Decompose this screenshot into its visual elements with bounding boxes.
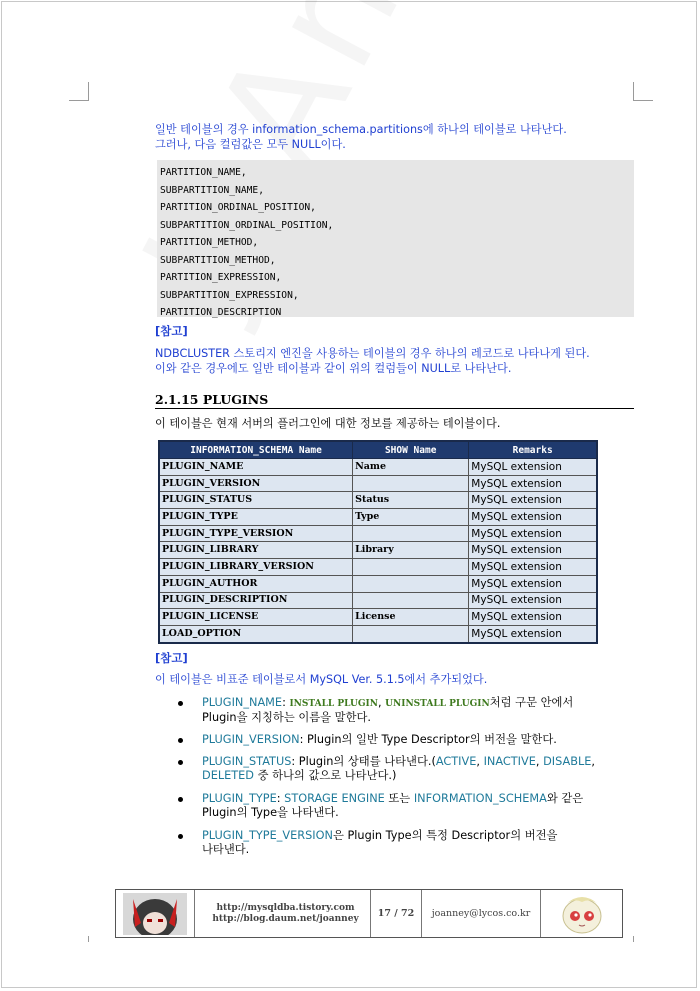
crop-mark-top-right-v	[633, 82, 634, 101]
footer-url-2[interactable]: http://blog.daum.net/joanney	[212, 913, 359, 924]
code-line: PARTITION_NAME,	[160, 167, 247, 178]
table-row	[159, 509, 597, 526]
list-item	[176, 755, 636, 783]
table-cell: PLUGIN_TYPE	[159, 509, 353, 526]
table-cell: MySQL extension	[469, 592, 597, 609]
table-cell: LOAD_OPTION	[159, 625, 353, 642]
crop-mark-bottom-right	[633, 936, 634, 942]
term: PLUGIN_TYPE	[202, 792, 277, 805]
term: PLUGIN_TYPE_VERSION	[202, 829, 333, 842]
table-cell: Library	[353, 542, 469, 559]
footer-url-1[interactable]: http://mysqldba.tistory.com	[216, 902, 355, 913]
table-header-cell: SHOW Name	[353, 441, 469, 459]
note1-line-1: NDBCLUSTER 스토리지 엔진을 사용하는 테이블의 경우 하나의 레코드로 나타나게 된다.	[155, 347, 590, 360]
table-cell: MySQL extension	[469, 525, 597, 542]
table-cell: PLUGIN_STATUS	[159, 492, 353, 509]
code-line: PARTITION_ORDINAL_POSITION,	[160, 202, 316, 213]
text: Plugin을 지칭하는 이름을 말한다.	[202, 711, 371, 724]
crop-mark-bottom-left	[88, 936, 89, 942]
value: STORAGE ENGINE	[284, 792, 385, 805]
keyword: UNINSTALL PLUGIN	[385, 699, 490, 709]
cartoon-face-icon	[554, 892, 610, 936]
term: PLUGIN_STATUS	[202, 755, 292, 768]
table-row	[159, 575, 597, 592]
table-row	[159, 609, 597, 626]
table-header-cell: Remarks	[469, 441, 597, 459]
table-cell	[353, 575, 469, 592]
table-cell: MySQL extension	[469, 609, 597, 626]
value: ACTIVE	[435, 755, 477, 768]
table-row	[159, 592, 597, 609]
separator: ,	[591, 755, 595, 768]
text: 또는	[384, 792, 414, 805]
value: DELETED	[202, 769, 255, 782]
note2-line: 이 테이블은 비표준 테이블로서 MySQL Ver. 5.1.5에서 추가되었다.	[155, 673, 488, 686]
table-cell: PLUGIN_VERSION	[159, 475, 353, 492]
table-row	[159, 525, 597, 542]
page-number: 17 / 72	[371, 890, 422, 937]
text: : Plugin의 상태를 나타낸다.(	[291, 755, 436, 768]
section-heading: 2.1.15 PLUGINS	[155, 392, 634, 409]
separator: :	[282, 696, 290, 709]
footer-urls	[195, 890, 371, 937]
text: : Plugin의 일반 Type Descriptor의 버전을 말한다.	[299, 733, 557, 746]
note-paragraph-1	[155, 346, 633, 376]
text: 처럼 구문 안에서	[489, 696, 574, 709]
table-cell: MySQL extension	[469, 542, 597, 559]
table-cell: MySQL extension	[469, 492, 597, 509]
intro-paragraph	[155, 122, 633, 152]
table-row	[159, 625, 597, 642]
bullet-dot-icon	[178, 701, 183, 706]
note-label-2: [참고]	[155, 651, 188, 665]
character-avatar-icon	[123, 893, 187, 935]
code-line: SUBPARTITION_ORDINAL_POSITION,	[160, 219, 334, 231]
crop-mark-top-left-v	[88, 82, 89, 101]
table-cell: Type	[353, 509, 469, 526]
table-row	[159, 459, 597, 476]
table-cell: MySQL extension	[469, 575, 597, 592]
table-cell: PLUGIN_LIBRARY	[159, 542, 353, 559]
separator: :	[276, 792, 285, 805]
plugins-table	[158, 440, 598, 644]
value: DISABLE	[543, 755, 592, 768]
table-cell	[353, 625, 469, 642]
separator: ,	[476, 755, 484, 768]
bullet-dot-icon	[178, 760, 183, 765]
table-cell: License	[353, 609, 469, 626]
table-cell: PLUGIN_TYPE_VERSION	[159, 525, 353, 542]
footer-avatar-left	[116, 890, 195, 937]
table-cell	[353, 592, 469, 609]
code-line: PARTITION_DESCRIPTION	[160, 307, 282, 318]
table-cell	[353, 559, 469, 576]
code-line: SUBPARTITION_EXPRESSION,	[160, 289, 299, 301]
table-cell: Name	[353, 459, 469, 476]
code-block	[157, 160, 634, 317]
table-cell: MySQL extension	[469, 475, 597, 492]
note1-line-2: 이와 같은 경우에도 일반 테이블과 같이 위의 컬럼들이 NULL로 나타난다.	[155, 362, 512, 375]
table-cell: PLUGIN_DESCRIPTION	[159, 592, 353, 609]
value: INACTIVE	[483, 755, 536, 768]
crop-mark-top-left-h	[69, 100, 89, 101]
bullet-dot-icon	[178, 834, 183, 839]
separator: ,	[377, 696, 386, 709]
table-cell: MySQL extension	[469, 559, 597, 576]
table-row	[159, 559, 597, 576]
list-item	[176, 733, 636, 747]
table-cell: PLUGIN_LICENSE	[159, 609, 353, 626]
table-cell	[353, 525, 469, 542]
term: PLUGIN_NAME	[202, 696, 283, 709]
table-row	[159, 492, 597, 509]
table-cell: Status	[353, 492, 469, 509]
list-item	[176, 696, 636, 725]
table-header-row	[159, 441, 597, 459]
table-cell: MySQL extension	[469, 509, 597, 526]
note-label-1: [참고]	[155, 324, 188, 338]
code-line: SUBPARTITION_NAME,	[160, 184, 264, 196]
keyword: INSTALL PLUGIN	[289, 699, 378, 709]
bullet-dot-icon	[178, 797, 183, 802]
table-header-cell: INFORMATION_SCHEMA Name	[159, 441, 353, 459]
code-line: PARTITION_EXPRESSION,	[160, 272, 282, 283]
table-cell: MySQL extension	[469, 459, 597, 476]
text: 중 하나의 값으로 나타난다.)	[254, 769, 397, 782]
bullet-dot-icon	[178, 738, 183, 743]
list-item	[176, 792, 636, 820]
bullet-list	[176, 696, 636, 857]
list-item	[176, 829, 636, 857]
code-line: PARTITION_METHOD,	[160, 237, 259, 248]
intro-line-2: 그러나, 다음 컬럼값은 모두 NULL이다.	[155, 138, 346, 151]
table-cell	[353, 475, 469, 492]
page-footer	[115, 889, 623, 938]
table-cell: PLUGIN_NAME	[159, 459, 353, 476]
table-row	[159, 542, 597, 559]
footer-avatar-right	[541, 890, 622, 937]
value: INFORMATION_SCHEMA	[413, 792, 547, 805]
text: 은 Plugin Type의 특정 Descriptor의 버전을	[332, 829, 558, 842]
text: Plugin의 Type을 나타낸다.	[202, 806, 339, 819]
table-cell: MySQL extension	[469, 625, 597, 642]
crop-mark-top-right-h	[633, 100, 653, 101]
intro-line-1: 일반 테이블의 경우 information_schema.partitions에 하나의 테이블로 나타난다.	[155, 123, 567, 136]
text: 와 같은	[546, 792, 584, 805]
footer-email[interactable]: joanney@lycos.co.kr	[422, 890, 541, 937]
code-line: SUBPARTITION_METHOD,	[160, 254, 276, 266]
table-cell: PLUGIN_LIBRARY_VERSION	[159, 559, 353, 576]
text: 나타낸다.	[202, 843, 250, 856]
term: PLUGIN_VERSION	[202, 733, 300, 746]
separator: ,	[535, 755, 544, 768]
table-cell: PLUGIN_AUTHOR	[159, 575, 353, 592]
section-description: 이 테이블은 현재 서버의 플러그인에 대한 정보를 제공하는 테이블이다.	[155, 417, 501, 430]
table-row	[159, 475, 597, 492]
